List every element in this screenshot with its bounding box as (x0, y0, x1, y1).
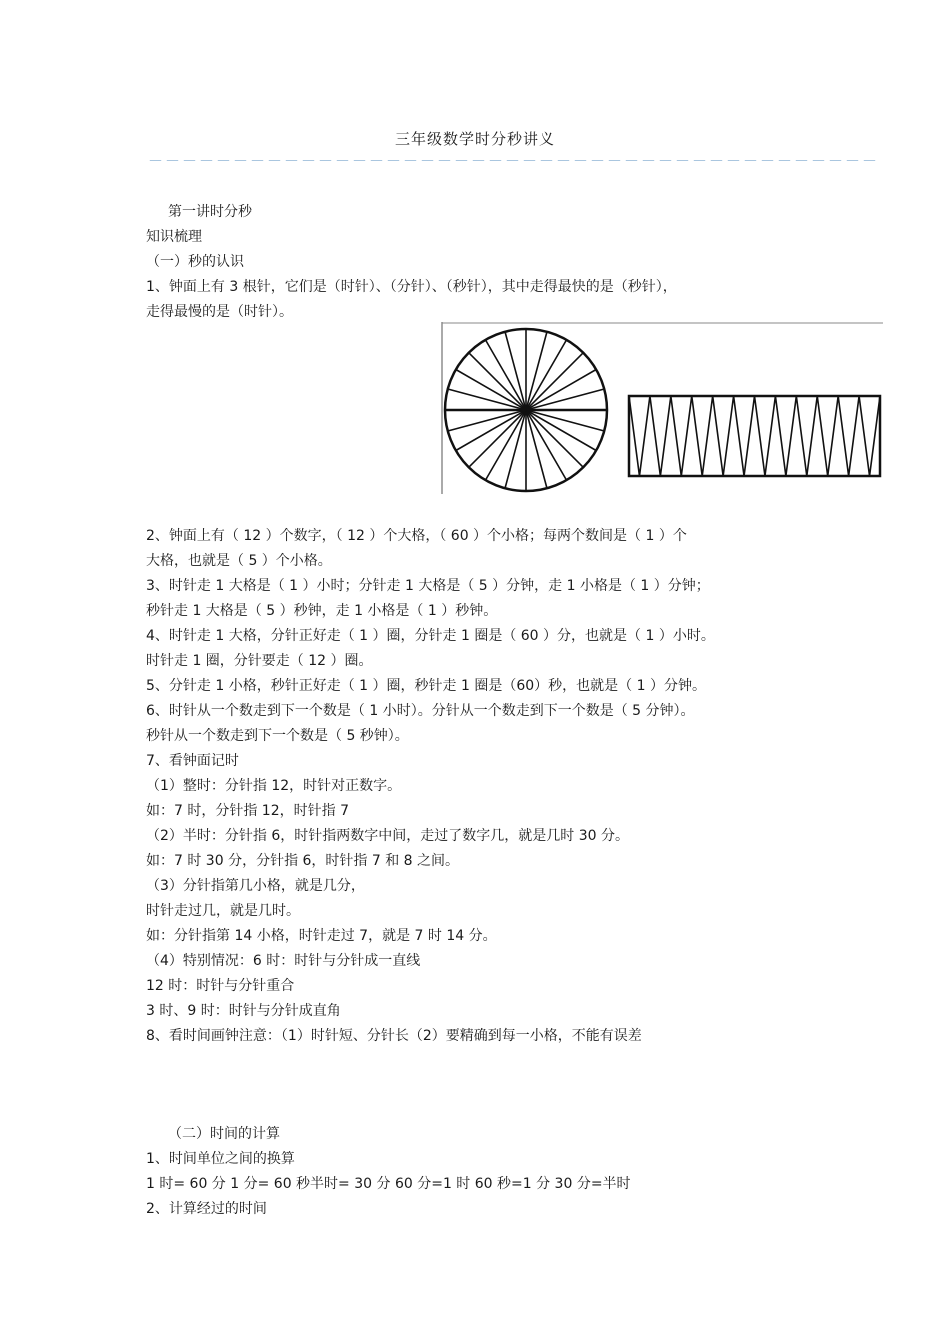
paragraph-q1: 1、时间单位之间的换算 (146, 1151, 295, 1167)
lecture-heading: 第一讲时分秒 (168, 204, 252, 220)
unrolled-rim-zigzag (629, 396, 880, 476)
paragraph-1b: 走得最慢的是（时针）。 (146, 304, 293, 320)
paragraph-6a: 6、时针从一个数走到下一个数是（ 1 小时）。分针从一个数走到下一个数是（ 5 分钟）。 (146, 703, 695, 719)
clock-face-figure (441, 322, 883, 498)
paragraph-7-4c: 3 时、9 时：时针与分针成直角 (146, 1003, 341, 1019)
knowledge-heading: 知识梳理 (146, 229, 202, 245)
title-underline: －－－－－－－－－－－－－－－－－－－－－－－－－－－－－－－－－－－－－－－－－－－ (148, 152, 880, 170)
paragraph-3b: 秒针走 1 大格是（ 5 ）秒钟，走 1 小格是（ 1 ）秒钟。 (146, 603, 498, 619)
paragraph-3a: 3、时针走 1 大格是（ 1 ）小时；分针走 1 大格是（ 5 ）分钟，走 1 小格是（ 1 ）分钟； (146, 578, 710, 594)
paragraph-4b: 时针走 1 圈，分针要走（ 12 ）圈。 (146, 653, 373, 669)
paragraph-7-3: （3）分针指第几小格，就是几分， (146, 878, 365, 894)
document-title: 三年级数学时分秒讲义 (394, 130, 555, 148)
unrolled-rim-rect (629, 396, 880, 476)
paragraph-7-2-example: 如：7 时 30 分，分针指 6，时针指 7 和 8 之间。 (146, 853, 460, 869)
paragraph-7-2: （2）半时：分针指 6，时针指两数字中间，走过了数字几，就是几时 30 分。 (146, 828, 629, 844)
paragraph-7-3-example: 如：分针指第 14 小格，时针走过 7，就是 7 时 14 分。 (146, 928, 497, 944)
paragraph-7-3b: 时针走过几，就是几时。 (146, 903, 300, 919)
paragraph-1a: 1、钟面上有 3 根针，它们是（时针）、（分针）、（秒针），其中走得最快的是（秒针）， (146, 279, 677, 295)
paragraph-4a: 4、时针走 1 大格，分针正好走（ 1 ）圈，分针走 1 圈是（ 60 ）分，也就是（ 1 ）小时。 (146, 628, 715, 644)
section1-heading: （一）秒的认识 (146, 254, 244, 270)
paragraph-6b: 秒针从一个数走到下一个数是（ 5 秒钟）。 (146, 728, 409, 744)
paragraph-5: 5、分针走 1 小格，秒针正好走（ 1 ）圈，秒针走 1 圈是（60）秒，也就是（ 1 ）分钟。 (146, 678, 706, 694)
paragraph-7-4: （4）特别情况：6 时：时针与分针成一直线 (146, 953, 421, 969)
paragraph-2b: 大格，也就是（ 5 ）个小格。 (146, 553, 332, 569)
zigzag-line (629, 396, 880, 476)
clock-diagram-svg (441, 322, 883, 498)
section2-heading: （二）时间的计算 (168, 1126, 280, 1142)
paragraph-7-1-example: 如：7 时，分针指 12，时针指 7 (146, 803, 349, 819)
paragraph-7: 7、看钟面记时 (146, 753, 239, 769)
paragraph-8: 8、看时间画钟注意：（1）时针短、分针长（2）要精确到每一小格，不能有误差 (146, 1028, 642, 1044)
clock-wheel (445, 329, 607, 491)
paragraph-q2: 2、计算经过的时间 (146, 1201, 267, 1217)
paragraph-2a: 2、钟面上有（ 12 ）个数字，（ 12 ）个大格，（ 60 ）个小格；每两个数间是（ 1 ）个 (146, 528, 687, 544)
paragraph-7-1: （1）整时：分针指 12，时针对正数字。 (146, 778, 402, 794)
paragraph-7-4b: 12 时：时针与分针重合 (146, 978, 295, 994)
paragraph-q1-equations: 1 时= 60 分 1 分= 60 秒半时= 30 分 60 分=1 时 60 秒=1 分 30 分=半时 (146, 1176, 631, 1192)
